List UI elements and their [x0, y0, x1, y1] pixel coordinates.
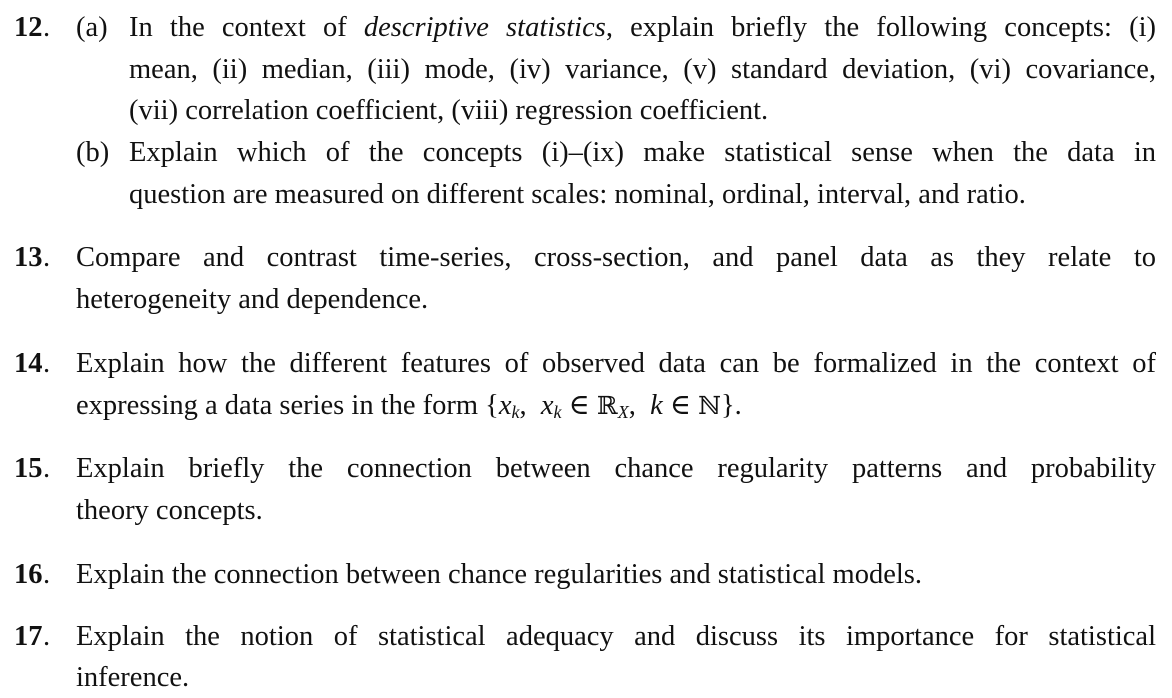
- exercise-number: 16: [14, 559, 43, 590]
- exercise-14-line-2: expressing a data series in the form {$x_k$, $x_k$ ∈ ℝ$_X$, k ∈ ℕ}.: [76, 390, 742, 422]
- exercise-number: 15: [14, 453, 43, 484]
- data-series-formula: {$x_k$, $x_k$ ∈ ℝ$_X$, k ∈ ℕ}.: [485, 390, 742, 422]
- exercise-12b-line-1: Explain which of the concepts (i)–(ix) make statistical sense when the data in: [129, 137, 1156, 168]
- number-period: .: [43, 242, 51, 273]
- number-period: .: [43, 12, 51, 43]
- exercise-number: 12: [14, 12, 43, 43]
- exercise-15-line-2: theory concepts.: [76, 495, 263, 526]
- exercise-12a-line-2: mean, (ii) median, (iii) mode, (iv) variance, (v) standard deviation, (vi) covariance,: [129, 54, 1156, 85]
- exercise-15-line-1: Explain briefly the connection between chance regularity patterns and probability: [76, 453, 1156, 484]
- descriptive-statistics-term: descriptive statistics: [363, 12, 606, 43]
- exercise-16-line-1: Explain the connection between chance regularities and statistical models.: [76, 559, 922, 590]
- number-period: .: [43, 348, 51, 379]
- exercise-number: 17: [14, 621, 43, 652]
- part-label-b: (b): [76, 137, 110, 168]
- number-period: .: [43, 621, 51, 652]
- exercise-12a-line-1: In the context of descriptive statistics, explain briefly the following concepts: (i): [129, 12, 1156, 43]
- exercise-12a-line-3: (vii) correlation coefficient, (viii) regression coefficient.: [129, 95, 769, 126]
- exercise-17-line-1: Explain the notion of statistical adequacy and discuss its importance for statistical: [76, 621, 1156, 652]
- exercise-number: 13: [14, 242, 43, 273]
- exercise-14-line-1: Explain how the different features of observed data can be formalized in the context of: [76, 348, 1156, 379]
- number-period: .: [43, 559, 51, 590]
- number-period: .: [43, 453, 51, 484]
- exercise-12b-line-2: question are measured on different scales: nominal, ordinal, interval, and ratio.: [129, 179, 1026, 210]
- part-label-a: (a): [76, 12, 108, 43]
- exercise-17-line-2: inference.: [76, 662, 190, 693]
- exercise-13-line-2: heterogeneity and dependence.: [76, 284, 429, 315]
- exercise-13-line-1: Compare and contrast time-series, cross-section, and panel data as they relate to: [76, 242, 1156, 273]
- exercise-number: 14: [14, 348, 43, 379]
